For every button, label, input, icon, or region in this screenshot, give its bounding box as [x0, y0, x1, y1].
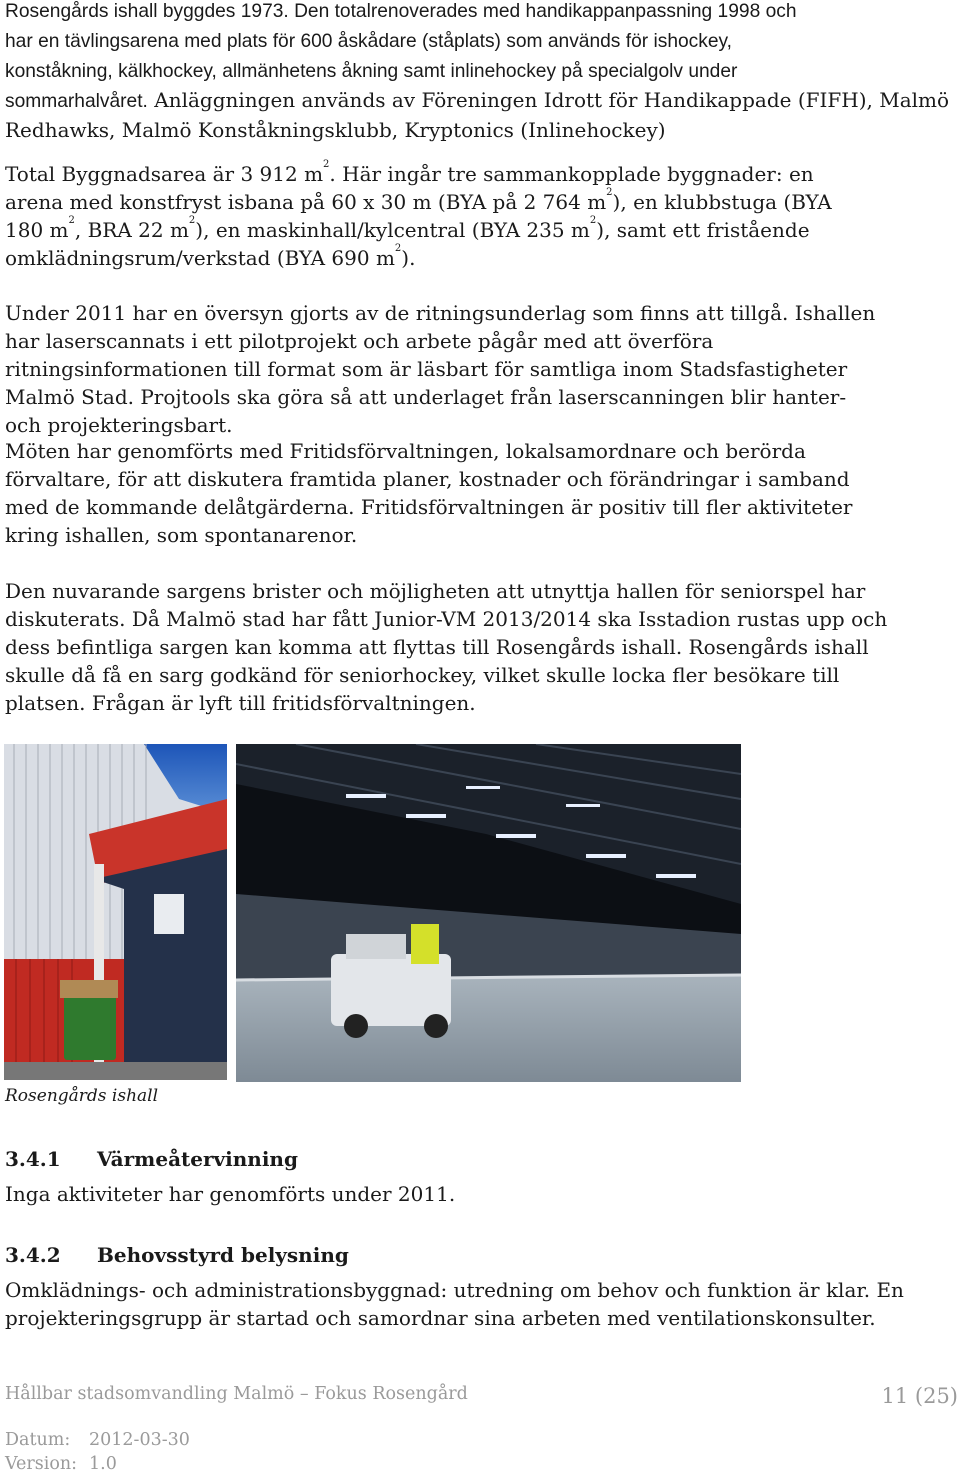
intro-line-4: sommarhalvåret.: [5, 91, 148, 112]
area-text-4: , BRA 22 m: [74, 218, 189, 242]
footer-date: [5, 1430, 190, 1450]
footer-version: [5, 1454, 117, 1474]
area-text-2: . Här ingår tre sammankopplade byggnader: en arena med konstfryst isbana på 60 x 30 m (BYA på 2 764 m: [5, 162, 814, 214]
version-label: Version:: [5, 1454, 78, 1474]
area-text-3: ), en klubbstuga (BYA 180 m: [5, 190, 832, 242]
section-heading-3-4-1: [5, 1147, 298, 1171]
figure-caption: Rosengårds ishall: [5, 1086, 159, 1106]
page-current: 11: [881, 1384, 909, 1408]
paragraph-area: [5, 160, 865, 272]
date-label: Datum:: [5, 1430, 71, 1450]
intro-line-2: har en tävlingsarena med plats för 600 åskådare (ståplats) som används för ishockey,: [5, 31, 733, 52]
section-number: 3.4.1: [5, 1147, 61, 1171]
area-text-1: Total Byggnadsarea är 3 912 m: [5, 162, 324, 186]
sup-2: 2: [188, 215, 196, 226]
paragraph-intro: [5, 0, 955, 144]
paragraph-boards: Den nuvarande sargens brister och möjligheten att utnyttja hallen för seniorspel har diskuterats. Då Malmö stad har fått Junior-VM 2013/2014 ska Isstadion rustas upp och dess befintliga sargen kan komma att flyttas till Rosengårds ishall. Rosengårds ishall skulle då få en sarg godkänd för seniorhockey, vilket skulle locka fler besökare till platsen. Frågan är lyft till fritidsförvaltningen.: [5, 579, 888, 715]
paragraph-overview: Under 2011 har en översyn gjorts av de ritningsunderlag som finns att tillgå. Ishallen har laserscannats i ett pilotprojekt och arbete pågår med att överföra ritningsinformationen till format som är läsbart för samtliga inom Stadsfastigheter Malmö Stad. Projtools ska göra så att underlaget från laserscanningen blir hanter- och projekteringsbart.: [5, 301, 876, 437]
section-body: Omklädnings- och administrationsbyggnad: utredning om behov och funktion är klar. En projekteringsgrupp är startad och samordnar sina arbeten med ventilationskonsulter.: [5, 1278, 904, 1330]
exterior-photo: [4, 744, 227, 1080]
area-text-7: ).: [401, 246, 416, 270]
version-value: 1.0: [89, 1454, 117, 1474]
intro-rest: Anläggningen används av Föreningen Idrott för Handikappade (FIFH), Malmö Redhawks, Malmö Konståkningsklubb, Kryptonics (Inlinehockey): [5, 88, 950, 142]
section-title: Värmeåtervinning: [97, 1147, 298, 1171]
sup-2: 2: [606, 187, 613, 198]
date-value: 2012-03-30: [89, 1430, 190, 1450]
intro-line-1: Rosengårds ishall byggdes 1973. Den totalrenoverades med handikappanpassning 1998 och: [5, 1, 797, 22]
section-number: 3.4.2: [5, 1243, 61, 1267]
section-body: Inga aktiviteter har genomförts under 2011.: [5, 1182, 456, 1206]
section-heading-3-4-2: [5, 1243, 349, 1267]
intro-line-3: konståkning, kälkhockey, allmänhetens åkning samt inlinehockey på specialgolv under: [5, 61, 738, 82]
area-text-5: ), en maskinhall/kylcentral (BYA 235 m: [195, 218, 590, 242]
section-title: Behovsstyrd belysning: [97, 1243, 349, 1267]
sup-2: 2: [589, 215, 597, 226]
sup-2: 2: [323, 159, 330, 170]
paragraph-meetings: Möten har genomförts med Fritidsförvaltningen, lokalsamordnare och berörda förvaltare, för att diskutera framtida planer, kostnader och förändringar i samband med de kommande delåtgärderna. Fritidsförvaltningen är positiv till fler aktiviteter kring ishallen, som spontanarenor.: [5, 439, 853, 547]
footer-title: Hållbar stadsomvandling Malmö – Fokus Rosengård: [5, 1384, 468, 1404]
sup-2: 2: [394, 243, 402, 254]
area-text-6: ), samt ett fristående omklädningsrum/verkstad (BYA 690 m: [5, 218, 810, 270]
rink-photo: [236, 744, 741, 1082]
sup-2: 2: [68, 215, 75, 226]
page-number: [881, 1384, 958, 1408]
page-total: (25): [914, 1384, 958, 1408]
